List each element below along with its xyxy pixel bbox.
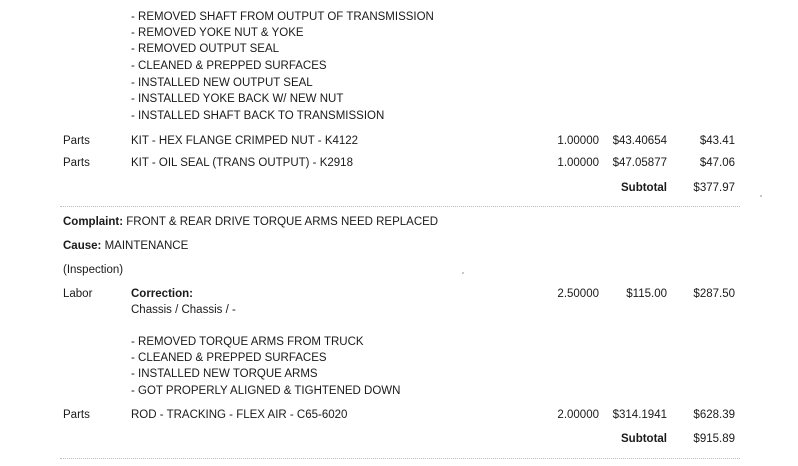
- line-amount: $628.39: [693, 409, 735, 421]
- cause-label: Cause:: [63, 240, 102, 252]
- section-divider: [60, 206, 740, 207]
- inspection-note: (Inspection): [63, 264, 124, 276]
- step-line: - INSTALLED NEW TORQUE ARMS: [131, 368, 318, 380]
- line-description: ROD - TRACKING - FLEX AIR - C65-6020: [131, 409, 348, 421]
- subtotal-amount: $915.89: [693, 433, 735, 445]
- line-type: Parts: [63, 409, 90, 421]
- cause-value: MAINTENANCE: [104, 240, 189, 252]
- step-line: - INSTALLED YOKE BACK W/ NEW NUT: [131, 93, 344, 105]
- correction-value: Chassis / Chassis / -: [131, 304, 236, 316]
- line-description: KIT - HEX FLANGE CRIMPED NUT - K4122: [131, 135, 359, 147]
- complaint-line: [63, 216, 438, 228]
- step-line: - CLEANED & PREPPED SURFACES: [131, 352, 327, 364]
- subtotal-label: Subtotal: [621, 182, 667, 194]
- step-line: - REMOVED SHAFT FROM OUTPUT OF TRANSMISSION: [131, 11, 434, 23]
- line-quantity: 2.00000: [557, 409, 599, 421]
- line-rate: $115.00: [626, 288, 667, 300]
- line-quantity: 1.00000: [557, 157, 599, 169]
- step-line: - REMOVED YOKE NUT & YOKE: [131, 27, 304, 39]
- line-description: KIT - OIL SEAL (TRANS OUTPUT) - K2918: [131, 157, 353, 169]
- scan-speck: [462, 272, 464, 274]
- step-line: - INSTALLED NEW OUTPUT SEAL: [131, 77, 313, 89]
- line-rate: $314.1941: [612, 409, 667, 421]
- step-line: - INSTALLED SHAFT BACK TO TRANSMISSION: [131, 110, 385, 122]
- line-type: Parts: [63, 135, 90, 147]
- correction-label: Correction:: [131, 288, 193, 300]
- section-divider: [60, 458, 740, 459]
- line-type: Labor: [63, 288, 93, 300]
- step-line: - CLEANED & PREPPED SURFACES: [131, 60, 327, 72]
- line-quantity: 1.00000: [557, 135, 599, 147]
- line-quantity: 2.50000: [557, 288, 599, 300]
- step-line: - REMOVED OUTPUT SEAL: [131, 43, 280, 55]
- subtotal-label: Subtotal: [621, 433, 667, 445]
- line-amount: $47.06: [699, 157, 735, 169]
- line-rate: $47.05877: [612, 157, 667, 169]
- line-rate: $43.40654: [612, 135, 667, 147]
- line-type: Parts: [63, 157, 90, 169]
- scan-speck: [760, 195, 762, 197]
- cause-line: [63, 240, 188, 252]
- step-line: - GOT PROPERLY ALIGNED & TIGHTENED DOWN: [131, 385, 401, 397]
- line-amount: $43.41: [699, 135, 735, 147]
- complaint-value: FRONT & REAR DRIVE TORQUE ARMS NEED REPLACED: [126, 216, 439, 228]
- step-line: - REMOVED TORQUE ARMS FROM TRUCK: [131, 336, 364, 348]
- line-amount: $287.50: [693, 288, 735, 300]
- subtotal-amount: $377.97: [693, 182, 735, 194]
- complaint-label: Complaint:: [63, 216, 124, 228]
